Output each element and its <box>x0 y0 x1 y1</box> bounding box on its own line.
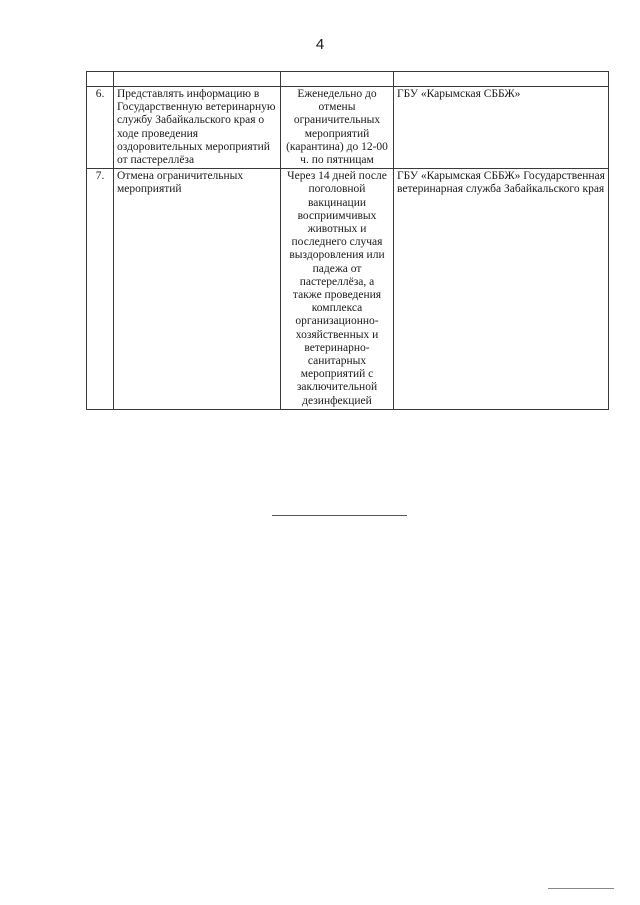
table-row <box>87 87 609 169</box>
row-responsible: ГБУ «Карымская СББЖ» Государственная ветеринарная служба Забайкальского края <box>394 169 609 410</box>
table-row <box>87 169 609 410</box>
measures-table <box>86 71 609 410</box>
footer-corner-line <box>548 888 614 889</box>
header-cell-num <box>87 72 114 87</box>
header-cell-term <box>281 72 394 87</box>
row-term: Через 14 дней после поголовной вакцинации восприимчивых животных и последнего случая выздоровления или падежа от пастереллёза, а также проведения комплекса организационно-хозяйственных и ветеринарно-санитарных мероприятий с заключительной дезинфекцией <box>281 169 394 410</box>
row-number: 6. <box>87 87 114 169</box>
row-responsible: ГБУ «Карымская СББЖ» <box>394 87 609 169</box>
row-number: 7. <box>87 169 114 410</box>
page-number: 4 <box>315 36 325 53</box>
row-term: Еженедельно до отмены ограничительных мероприятий (карантина) до 12-00 ч. по пятницам <box>281 87 394 169</box>
table-header-row <box>87 72 609 87</box>
row-action: Представлять информацию в Государственную ветеринарную службу Забайкальского края о ходе проведения оздоровительных мероприятий от пастереллёза <box>114 87 281 169</box>
row-action: Отмена ограничительных мероприятий <box>114 169 281 410</box>
header-cell-action <box>114 72 281 87</box>
separator-line <box>272 515 407 516</box>
header-cell-responsible <box>394 72 609 87</box>
